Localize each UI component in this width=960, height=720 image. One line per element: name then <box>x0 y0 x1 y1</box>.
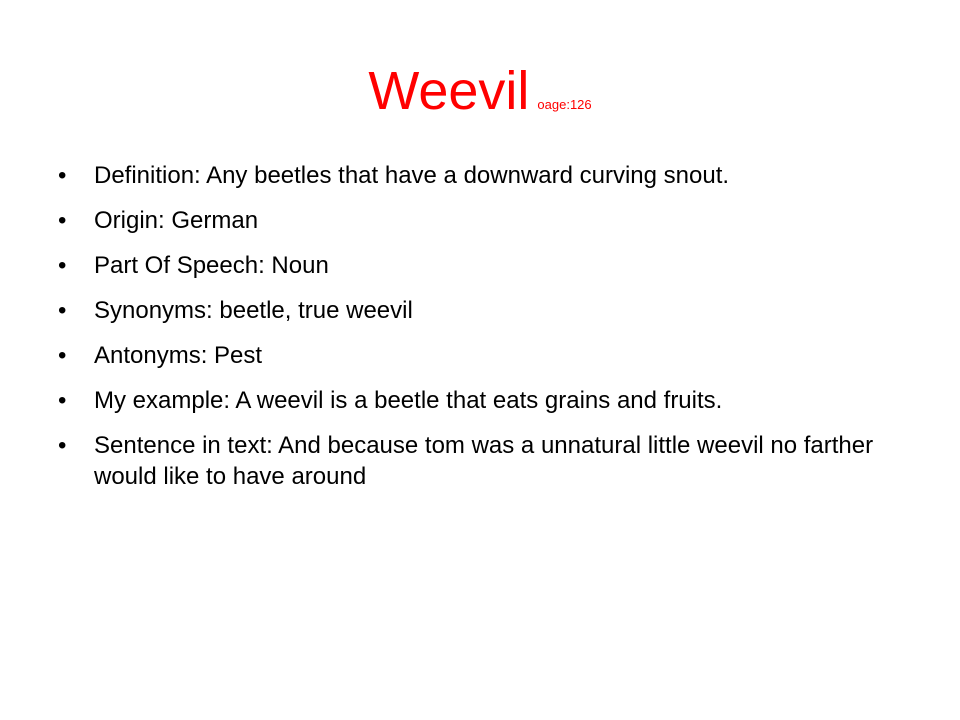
bullet-origin <box>58 205 918 236</box>
bullet-text: Part Of Speech: Noun <box>94 252 329 279</box>
bullet-text: Antonyms: Pest <box>94 342 263 369</box>
page-reference: oage:126 <box>537 97 592 112</box>
bullet-antonyms <box>58 340 918 371</box>
bullet-part-of-speech <box>58 250 918 281</box>
bullet-synonyms <box>58 295 918 326</box>
bullet-icon: • <box>58 207 67 234</box>
bullet-text: My example: A weevil is a beetle that eats grains and fruits. <box>94 387 723 414</box>
bullet-text: Sentence in text: And because tom was a unnatural little weevil no farther would like to have around <box>94 432 874 490</box>
bullet-text: Definition: Any beetles that have a downward curving snout. <box>94 162 730 189</box>
bullet-icon: • <box>58 297 67 324</box>
bullet-list <box>58 160 918 506</box>
slide-title <box>0 62 960 121</box>
bullet-text: Origin: German <box>94 207 259 234</box>
bullet-icon: • <box>58 342 67 369</box>
title-text: Weevil <box>368 61 530 121</box>
bullet-definition <box>58 160 918 191</box>
bullet-sentence-in-text <box>58 430 918 492</box>
bullet-icon: • <box>58 387 67 414</box>
bullet-icon: • <box>58 432 67 459</box>
bullet-icon: • <box>58 252 67 279</box>
bullet-icon: • <box>58 162 67 189</box>
bullet-text: Synonyms: beetle, true weevil <box>94 297 413 324</box>
bullet-my-example <box>58 385 918 416</box>
